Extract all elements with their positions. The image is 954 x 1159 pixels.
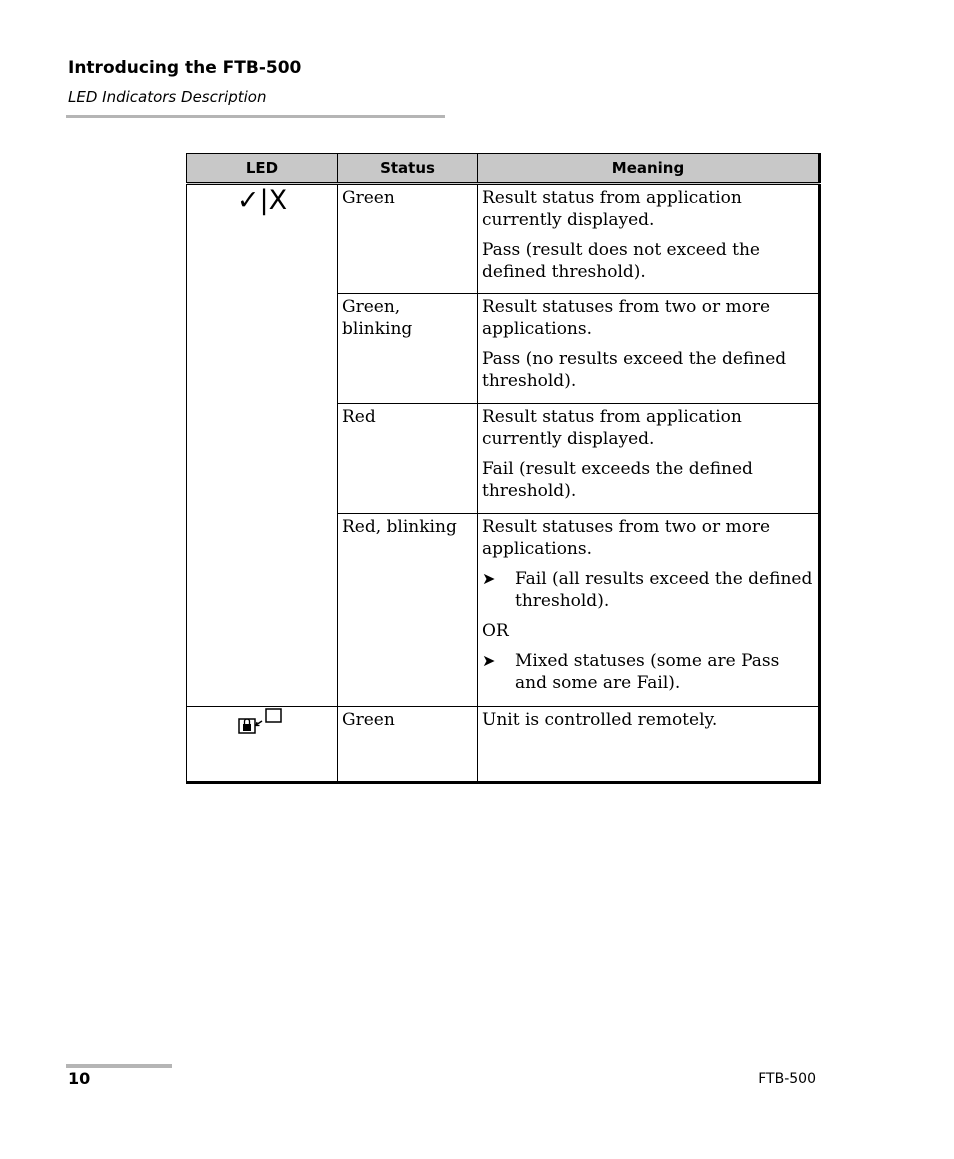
meaning-cell <box>478 514 820 707</box>
meaning-text: Unit is controlled remotely. <box>482 710 718 730</box>
status-cell: Red, blinking <box>338 514 478 707</box>
check-cross-icon: ✓|X <box>236 185 288 216</box>
arrow-bullet-icon: ➤ <box>482 651 496 670</box>
status-cell: Green <box>338 184 478 294</box>
meaning-text: Result statuses from two or more applications. <box>482 517 771 559</box>
bullet-text: Fail (all results exceed the defined threshold). <box>515 569 813 611</box>
bullet-item <box>482 568 814 612</box>
bullet-item <box>482 650 814 694</box>
or-text: OR <box>482 621 509 641</box>
meaning-cell <box>478 184 820 294</box>
page-header-title: Introducing the FTB-500 <box>68 58 302 78</box>
led-indicators-table <box>186 153 821 784</box>
arrow-bullet-icon: ➤ <box>482 569 496 588</box>
bullet-text: Mixed statuses (some are Pass and some are Fail). <box>515 651 780 693</box>
page-header-subtitle: LED Indicators Description <box>68 88 267 106</box>
table-header-row <box>187 154 820 184</box>
table-row <box>187 184 820 294</box>
meaning-text: Result status from application currently displayed. <box>482 188 742 230</box>
remote-control-icon <box>238 707 286 741</box>
status-cell: Green <box>338 707 478 783</box>
meaning-text: Result status from application currently displayed. <box>482 407 742 449</box>
status-cell: Red <box>338 404 478 514</box>
header-divider <box>66 115 445 118</box>
meaning-cell <box>478 404 820 514</box>
meaning-text: Pass (result does not exceed the defined threshold). <box>482 240 760 282</box>
meaning-cell <box>478 294 820 404</box>
meaning-cell <box>478 707 820 783</box>
status-cell: Green, blinking <box>338 294 478 404</box>
column-header-led: LED <box>187 154 338 184</box>
column-header-meaning: Meaning <box>478 154 820 184</box>
meaning-text: Fail (result exceeds the defined threshold). <box>482 459 753 501</box>
meaning-text: Pass (no results exceed the defined threshold). <box>482 349 787 391</box>
passfail-led-cell <box>187 184 338 707</box>
remote-led-cell <box>187 707 338 783</box>
column-header-status: Status <box>338 154 478 184</box>
meaning-text: Result statuses from two or more applications. <box>482 297 771 339</box>
page-number: 10 <box>68 1069 91 1088</box>
footer-product-name: FTB-500 <box>758 1071 816 1087</box>
table-row <box>187 707 820 783</box>
footer-divider <box>66 1064 172 1068</box>
